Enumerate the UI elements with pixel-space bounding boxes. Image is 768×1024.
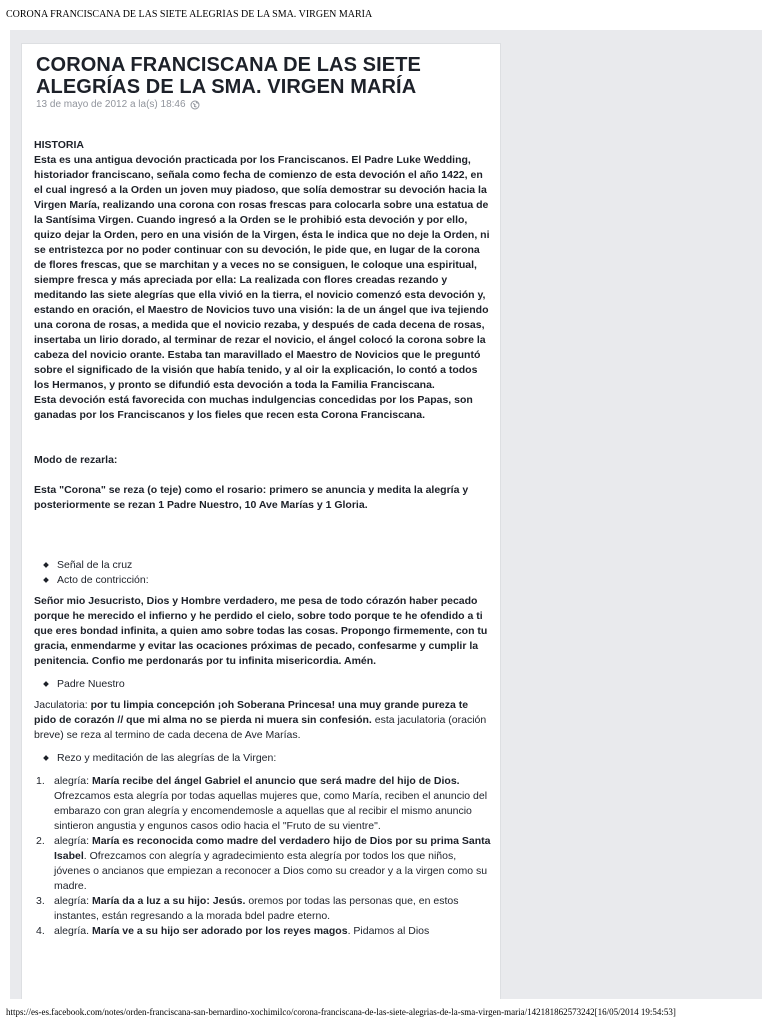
alegria-item: [34, 834, 492, 894]
contricion-prayer: Señor mio Jesucristo, Dios y Hombre verdadero, me pesa de todo córazón haber pecado porque he merecido el infierno y he perdido el cielo, sobre todo porque te he ofendido a ti que eres bondad infinita, a quien amo sobre todas las cosas. Propongo firmemente, con tu gracia, enmendarme y evitar las ocaciones próximas de pecado, confesarme y cumplir la penitencia. Confio me perdonarás por tu infinita misericordia. Amén.: [34, 595, 488, 667]
jaculatoria-paragraph: [34, 698, 492, 743]
alegria-item: [34, 774, 492, 834]
alegria-label: alegría:: [54, 835, 92, 847]
jaculatoria-label: Jaculatoria:: [34, 699, 91, 711]
alegria-title: María recibe del ángel Gabriel el anuncio que será madre del hijo de Dios.: [91, 775, 460, 787]
alegria-text: Ofrezcamos esta alegría por todas aquellas mujeres que, como María, reciben el anuncio del embarazo con gran alegría y encomendemosle a aquellas que al recibir el mismo anuncio sintieron angustia y engunos casos odio hacia el "Fruto de su vientre".: [54, 790, 488, 832]
print-footer-url: https://es-es.facebook.com/notes/orden-franciscana-san-bernardino-xochimilco/corona-franciscana-de-las-siete-alegrias-de-la-sma-virgen-maria/142181862573242[16/05/2014 19:54:53]: [6, 1007, 676, 1017]
note-body: [34, 138, 492, 939]
alegria-item: [34, 894, 492, 924]
historia-paragraph: Esta es una antigua devoción practicada por los Franciscanos. El Padre Luke Wedding, historiador franciscano, señala como fecha de comienzo de esta devoción el año 1422, en el cual ingresó a la Orden un joven muy piadoso, que solía demostrar su devoción hacia la Virgen María, realizando una corona con rosas frescas para colocarla sobre una estatua de la Santísima Virgen. Cuando ingresó a la Orden se le prohibió esta devoción y por ello, quizo dejar la Orden, pero en una visión de la Virgen, ésta le indica que no deje la Orden, ni se entristezca por no poder continuar con su devoción, le pide que, en lugar de la corona de flores frescas, que se marchitan y a veces no se consiguen, le coloque una espiritual, siempre fresca y más apreciada por ella: La realizada con flores creadas rezando y meditando las siete alegrías que ella vivió en la tierra, el novicio comenzó esta devoción y, estando en oración, el Maestro de Novicios tuvo una visión: la de un ángel que iva tejiendo una corona de rosas, a medida que el novicio rezaba, y después de cada decena de rosas, insertaba un lirio dorado, al terminar de rezar el novicio, el ángel colocó la corona sobre la cabeza del novicio orante. Estaba tan maravillado el Maestro de Novicios que le preguntó sobre el significado de la visión que había tenido, y al oir la explicación, lo contó a todos los Hermanos, y pronto se difundió esta devoción a toda la Familia Franciscana.: [34, 154, 490, 391]
alegria-label: alegría:: [54, 895, 92, 907]
alegria-label: alegría:: [54, 775, 92, 787]
steps-list: [34, 558, 492, 588]
note-card: [21, 43, 501, 999]
padre-list: [34, 677, 492, 692]
list-item: Padre Nuestro: [57, 677, 492, 692]
alegria-text: . Pidamos al Dios: [347, 925, 430, 937]
note-date[interactable]: 13 de mayo de 2012 a la(s) 18:46: [36, 99, 186, 110]
modo-text: Esta "Corona" se reza (o teje) como el rosario: primero se anuncia y medita la alegría y posteriormente se rezan 1 Padre Nuestro, 10 Ave Marías y 1 Gloria.: [34, 484, 469, 511]
list-number: 2.: [36, 835, 45, 847]
alegria-title: María da a luz a su hijo: Jesús.: [91, 895, 246, 907]
print-header: CORONA FRANCISCANA DE LAS SIETE ALEGRÍAS DE LA SMA. VIRGEN MARÍA: [6, 9, 373, 20]
indulgencias-paragraph: Esta devoción está favorecida con muchas indulgencias concedidas por los Papas, son ganadas por los Franciscanos y los fieles que recen esta Corona Franciscana.: [34, 394, 473, 421]
jaculatoria-note: esta jaculatoria (oración breve) se reza al termino de cada decena de Ave Marías.: [34, 714, 487, 741]
rezo-list: [34, 751, 492, 766]
list-number: 3.: [36, 895, 45, 907]
alegria-text: oremos por todas las personas que, en estos instantes, están regresando a la morada bdel padre eterno.: [54, 895, 459, 922]
list-item: Acto de contricción:: [57, 573, 492, 588]
alegria-label: alegría.: [54, 925, 92, 937]
list-number: 1.: [36, 775, 45, 787]
modo-heading: Modo de rezarla:: [34, 454, 118, 466]
list-item: Rezo y meditación de las alegrías de la Virgen:: [57, 751, 492, 766]
alegria-text: . Ofrezcamos con alegría y agradecimiento esta alegría por todos los que niños, jóvenes o ancianos que empiezan a reconocer a Dios como su creador y a la virgen como su madre.: [54, 850, 488, 892]
historia-heading: HISTORIA: [34, 139, 84, 151]
list-number: 4.: [36, 925, 45, 937]
globe-icon[interactable]: [190, 100, 200, 110]
note-title: CORONA FRANCISCANA DE LAS SIETE ALEGRÍAS DE LA SMA. VIRGEN MARÍA: [36, 54, 421, 98]
list-item: Señal de la cruz: [57, 558, 492, 573]
note-meta: [36, 99, 200, 110]
alegrias-list: [34, 774, 492, 939]
alegria-item: [34, 924, 492, 939]
alegria-title: María ve a su hijo ser adorado por los reyes magos: [91, 925, 348, 937]
alegria-title: María es reconocida como madre del verdadero hijo de Dios por su prima Santa Isabel: [54, 835, 491, 862]
jaculatoria-prayer: por tu limpia concepción ¡oh Soberana Princesa! una muy grande pureza te pido de corazón // que mi alma no se pierda ni muera sin confesión.: [34, 699, 469, 726]
